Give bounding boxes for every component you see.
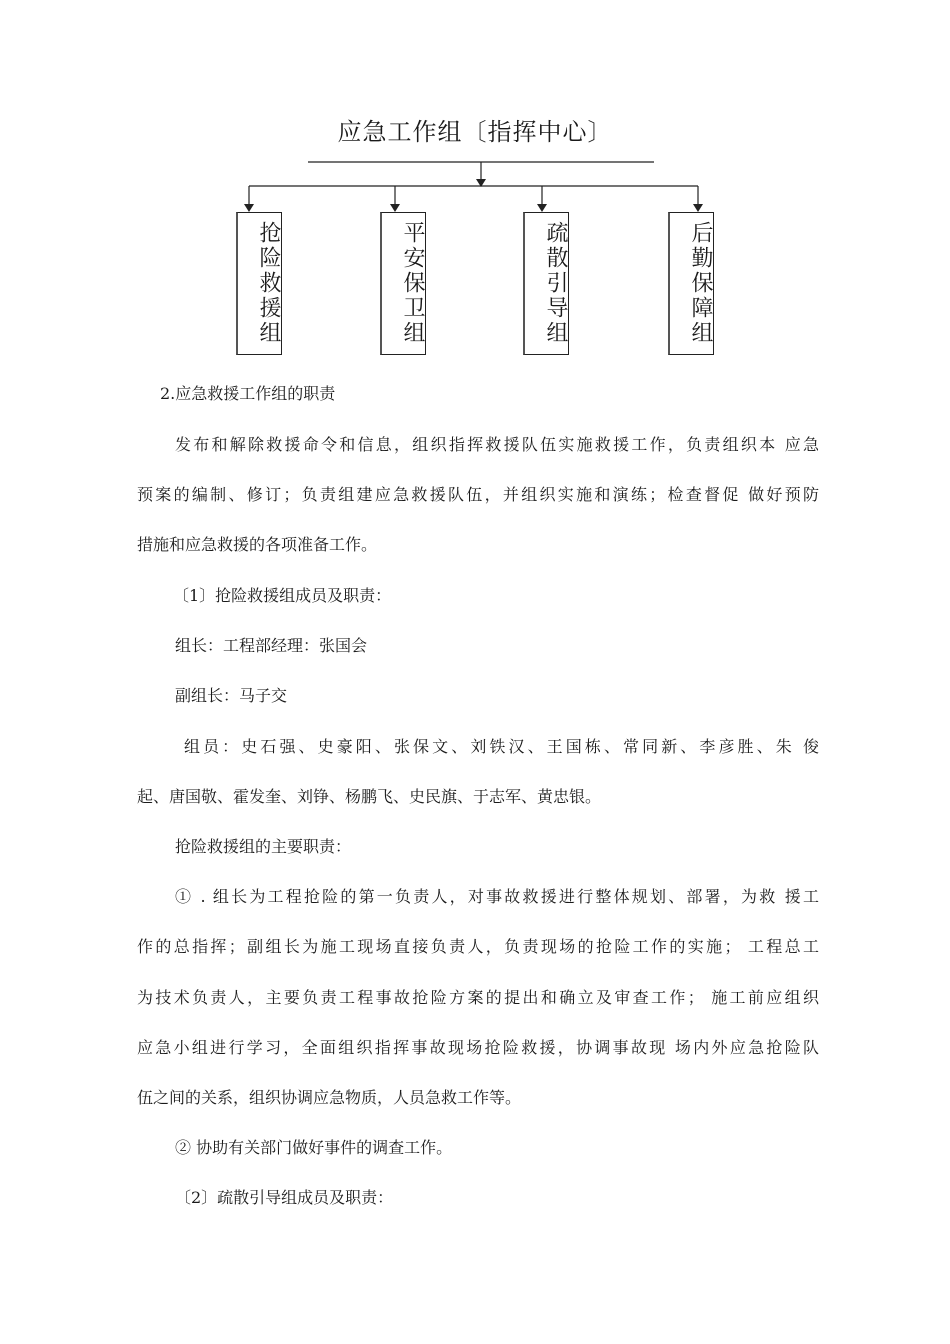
duty1-line: 伍之间的关系，组织协调应急物质，人员急救工作等。 <box>137 1088 522 1107</box>
paragraph-line: 预案的编制、修订；负责组建应急救援队伍，并组织实施和演练；检查督促 做好预防 <box>137 485 819 504</box>
group1-deputy: 副组长：马子交 <box>175 686 288 705</box>
duty2-line: ② 协助有关部门做好事件的调查工作。 <box>175 1138 453 1157</box>
paragraph-line: 发布和解除救援命令和信息，组织指挥救援队伍实施救援工作，负责组织本 应急 <box>175 435 819 454</box>
arrow-head-1 <box>244 204 254 212</box>
org-box-label: 疏散引导组 <box>543 220 568 346</box>
group1-members-line: 起、唐国敬、霍发奎、刘铮、杨鹏飞、史民旗、于志军、黄忠银。 <box>137 787 602 806</box>
arrow-head-3 <box>537 204 547 212</box>
org-chart-connectors <box>0 0 950 370</box>
duty1-line: 应急小组进行学习，全面组织指挥事故现场抢险救援，协调事故现 场内外应急抢险队 <box>137 1038 819 1057</box>
arrow-head-2 <box>390 204 400 212</box>
org-box-label: 后勤保障组 <box>688 220 713 346</box>
paragraph-line: 措施和应急救援的各项准备工作。 <box>137 535 378 554</box>
arrow-head-4 <box>693 204 703 212</box>
section-heading: 2.应急救援工作组的职责 <box>160 384 336 403</box>
org-box-logistics <box>668 212 714 355</box>
duty1-line: 为技术负责人，主要负责工程事故抢险方案的提出和确立及审查工作； 施工前应组织 <box>137 988 819 1007</box>
group1-members-line: 组员：史石强、史豪阳、张保文、刘铁汉、王国栋、常同新、李彦胜、朱 俊 <box>184 737 819 756</box>
duty1-line: 作的总指挥；副组长为施工现场直接负责人，负责现场的抢险工作的实施； 工程总工 <box>137 937 819 956</box>
group2-heading: 〔2〕疏散引导组成员及职责： <box>175 1188 394 1207</box>
org-box-evacuation <box>523 212 569 355</box>
org-box-rescue <box>236 212 282 355</box>
org-box-security <box>380 212 426 355</box>
group1-leader: 组长：工程部经理：张国会 <box>175 636 368 655</box>
org-chart-title: 应急工作组〔指挥中心〕 <box>337 118 613 146</box>
group1-duties-heading: 抢险救援组的主要职责： <box>175 837 352 856</box>
org-box-label: 平安保卫组 <box>400 220 425 346</box>
duty1-line: ① . 组长为工程抢险的第一负责人，对事故救援进行整体规划、部署，为救 援工 <box>175 887 819 906</box>
org-box-label: 抢险救援组 <box>256 220 281 346</box>
group1-heading: 〔1〕抢险救援组成员及职责： <box>173 586 392 605</box>
